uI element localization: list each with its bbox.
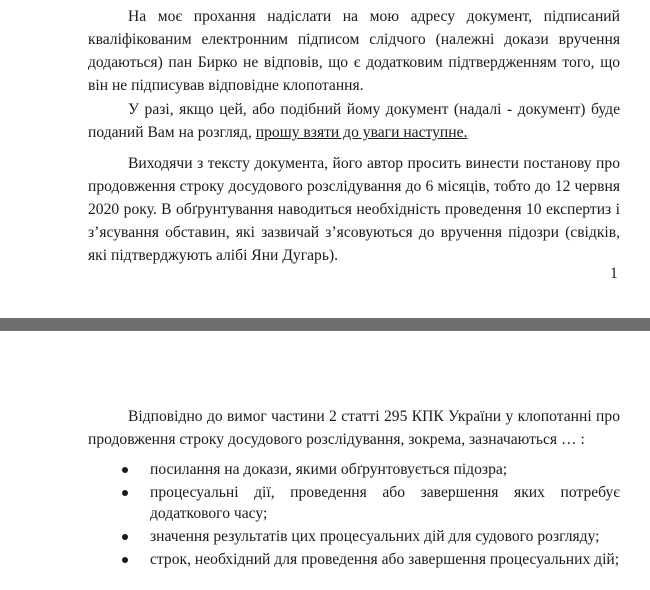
page-number: 1: [610, 265, 618, 282]
bullet-list: [122, 459, 620, 572]
list-item-text: процесуальні дії, проведення або завершення яких потребує додаткового часу;: [150, 484, 620, 522]
list-item: [122, 459, 620, 480]
list-item: [122, 482, 620, 524]
list-item-text: значення результатів цих процесуальних дій для судового розгляду;: [150, 528, 600, 545]
paragraph-2: [88, 98, 620, 144]
bullet-icon: [122, 467, 128, 473]
paragraph-4: Відповідно до вимог частини 2 статті 295 КПК України у клопотанні про продовження строку досудового розслідування, зокрема, зазначаються … :: [88, 408, 620, 448]
paragraph-3: Виходячи з тексту документа, його автор просить винести постанову про продовження строку досудового розслідування до 6 місяців, тобто до 12 червня 2020 року. В обґрунтування наводиться необхідність проведення 10 експертиз і з’ясування обставин, які зазвичай з’ясовуються до вручення підозри (свідків, які підтверджують алібі Яни Дугарь).: [88, 155, 620, 264]
page-separator: [0, 318, 650, 331]
list-item-text: посилання на докази, якими обґрунтовується підозра;: [150, 461, 508, 478]
paragraph-2-underlined: прошу взяти до уваги наступне.: [255, 124, 468, 141]
paragraph-2-text: У разі, якщо цей, або подібний йому документ (надалі - документ) буде поданий Вам на розгляд,: [88, 101, 620, 141]
list-item: [122, 549, 620, 570]
list-item: [122, 526, 620, 547]
list-item-text: строк, необхідний для проведення або завершення процесуальних дій;: [150, 551, 620, 568]
bullet-icon: [122, 557, 128, 563]
bullet-icon: [122, 490, 128, 496]
bullet-icon: [122, 534, 128, 540]
paragraph-1: На моє прохання надіслати на мою адресу документ, підписаний кваліфікованим електронним підписом слідчого (належні докази вручення додаються) пан Бирко не відповів, що є додатковим підтвердженням того, що він не підписував відповідне клопотання.: [88, 8, 620, 94]
